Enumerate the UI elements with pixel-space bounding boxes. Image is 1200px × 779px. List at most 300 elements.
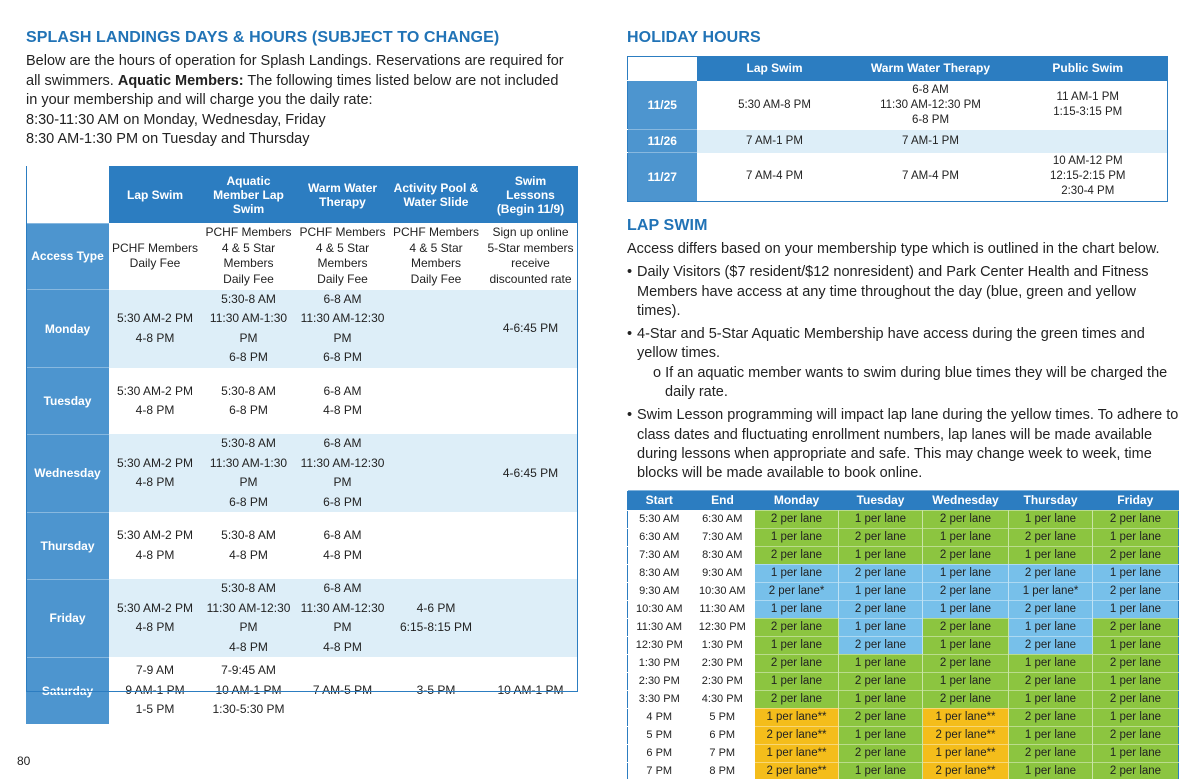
lane-time-start: 4 PM xyxy=(628,708,691,726)
lane-capacity-cell: 1 per lane xyxy=(755,636,839,654)
lane-capacity-cell: 2 per lane xyxy=(1093,618,1179,636)
intro-line-3: in your membership and will charge you the daily rate: xyxy=(26,92,373,108)
schedule-cell xyxy=(201,290,296,368)
lane-row xyxy=(628,600,1179,618)
lane-row xyxy=(628,762,1179,779)
lane-time-end: 12:30 PM xyxy=(691,618,755,636)
cell-line: 4-8 PM xyxy=(135,475,175,490)
lane-time-start: 11:30 AM xyxy=(628,618,691,636)
schedule-cell xyxy=(483,579,578,657)
lane-time-end: 11:30 AM xyxy=(691,600,755,618)
column-header: Lap Swim xyxy=(109,166,201,223)
lane-capacity-cell: 1 per lane xyxy=(1009,654,1093,672)
intro-text: all swimmers. xyxy=(26,72,118,89)
lane-column-header: Monday xyxy=(755,490,839,510)
schedule-cell xyxy=(109,290,201,368)
cell-line: 6-8 PM xyxy=(911,113,950,126)
cell-line: 4-8 PM xyxy=(323,403,362,418)
lane-capacity-cell: 1 per lane xyxy=(1093,744,1179,762)
splash-section xyxy=(26,28,578,717)
header-blank xyxy=(628,57,697,81)
lane-row xyxy=(628,690,1179,708)
lane-time-end: 8:30 AM xyxy=(691,546,755,564)
schedule-cell xyxy=(109,223,201,290)
lane-time-end: 5 PM xyxy=(691,708,755,726)
cell-line: 6-8 AM xyxy=(323,528,362,543)
intro-line-4: 8:30-11:30 AM on Monday, Wednesday, Friday xyxy=(26,111,326,128)
lane-capacity-cell: 2 per lane xyxy=(923,690,1009,708)
lane-time-start: 12:30 PM xyxy=(628,636,691,654)
schedule-cell xyxy=(389,368,483,435)
lane-capacity-cell: 1 per lane xyxy=(839,618,923,636)
holiday-row xyxy=(628,81,1168,130)
lane-row xyxy=(628,744,1179,762)
lane-time-end: 2:30 PM xyxy=(691,654,755,672)
lane-capacity-cell: 1 per lane xyxy=(923,636,1009,654)
cell-line: 6-8 AM xyxy=(912,83,949,96)
cell-line: Daily Fee xyxy=(129,256,181,271)
splash-heading: SPLASH LANDINGS DAYS & HOURS (SUBJECT TO CHANGE) xyxy=(26,29,500,46)
schedule-cell xyxy=(201,657,296,724)
cell-line: 7 AM-4 PM xyxy=(902,170,959,183)
cell-line: 1-5 PM xyxy=(135,702,175,717)
lap-swim-intro: Access differs based on your membership type which is outlined in the chart below. xyxy=(627,241,1160,257)
row-label: Wednesday xyxy=(26,434,109,512)
lane-time-start: 10:30 AM xyxy=(628,600,691,618)
lane-capacity-cell: 1 per lane xyxy=(1009,510,1093,528)
lane-capacity-cell: 2 per lane xyxy=(755,690,839,708)
cell-line: 4-8 PM xyxy=(135,547,175,562)
lane-column-header: Tuesday xyxy=(839,490,923,510)
cell-line: Members xyxy=(410,256,461,271)
lane-capacity-cell: 2 per lane xyxy=(1093,762,1179,779)
bullet-blue-times-note: o If an aquatic member wants to swim during blue times they will be charged the daily rate. xyxy=(653,364,1168,401)
lane-capacity-cell: 1 per lane xyxy=(1093,564,1179,582)
schedule-cell xyxy=(201,434,296,512)
cell-line: Sign up online xyxy=(492,225,569,240)
schedule-cell xyxy=(296,223,389,290)
lane-capacity-cell: 2 per lane xyxy=(839,744,923,762)
lane-capacity-cell: 1 per lane xyxy=(1093,708,1179,726)
schedule-cell xyxy=(201,368,296,435)
lane-capacity-cell: 2 per lane xyxy=(755,546,839,564)
lane-capacity-cell: 1 per lane xyxy=(1093,636,1179,654)
cell-line: 4-8 PM xyxy=(323,639,362,654)
cell-line: 10 AM-1 PM xyxy=(497,682,564,697)
lane-row xyxy=(628,546,1179,564)
schedule-cell xyxy=(109,512,201,579)
intro-text: The following times listed below are not included xyxy=(243,72,559,89)
lane-time-end: 4:30 PM xyxy=(691,690,755,708)
cell-line: 5:30 AM-2 PM xyxy=(116,600,194,615)
lap-lane-table xyxy=(627,490,1179,779)
lane-capacity-cell: 2 per lane xyxy=(1093,690,1179,708)
lane-capacity-cell: 1 per lane xyxy=(1009,618,1093,636)
lane-capacity-cell: 2 per lane xyxy=(1009,600,1093,618)
schedule-cell xyxy=(389,434,483,512)
cell-line: PCHF Members xyxy=(392,225,479,240)
lane-capacity-cell: 1 per lane xyxy=(1093,600,1179,618)
lane-column-header: Start xyxy=(628,490,691,510)
holiday-cell xyxy=(853,130,1009,153)
lane-capacity-cell: 1 per lane xyxy=(839,654,923,672)
holiday-hours-table xyxy=(627,56,1168,202)
schedule-row xyxy=(26,657,578,724)
holiday-column-header: Lap Swim xyxy=(697,57,853,81)
lane-capacity-cell: 2 per lane xyxy=(923,582,1009,600)
cell-line: 6-8 AM xyxy=(323,436,362,451)
bullet-swim-lessons: • Swim Lesson programming will impact lap lane during the yellow times. To adhere to class dates and fluctuating enrollment numbers, lap lanes will be made available during lessons when appropriate and safe. This may change week to week, time blocks will be made available to book online. xyxy=(627,406,1179,483)
lane-time-end: 6:30 AM xyxy=(691,510,755,528)
header-blank xyxy=(26,166,109,223)
lane-capacity-cell: 1 per lane** xyxy=(755,744,839,762)
lane-time-end: 2:30 PM xyxy=(691,672,755,690)
cell-line: 5:30-8 AM xyxy=(221,436,276,451)
cell-line: 11 AM-1 PM xyxy=(1056,91,1119,103)
lane-capacity-cell: 1 per lane xyxy=(1009,726,1093,744)
cell-line: 6-8 PM xyxy=(229,403,268,418)
cell-line: 11:30 AM-12:30 PM xyxy=(880,98,981,111)
lane-time-end: 7 PM xyxy=(691,744,755,762)
lane-time-end: 6 PM xyxy=(691,726,755,744)
cell-line: 4-8 PM xyxy=(135,330,175,345)
lane-time-end: 10:30 AM xyxy=(691,582,755,600)
lane-capacity-cell: 2 per lane xyxy=(923,510,1009,528)
column-header: Swim Lessons (Begin 11/9) xyxy=(483,166,578,223)
cell-line: 7-9:45 AM xyxy=(221,663,276,678)
lane-row xyxy=(628,672,1179,690)
lane-capacity-cell: 2 per lane xyxy=(839,528,923,546)
lane-row xyxy=(628,528,1179,546)
splash-schedule-table xyxy=(26,166,578,724)
page-number: 80 xyxy=(17,754,31,768)
lane-capacity-cell: 2 per lane xyxy=(923,654,1009,672)
lane-capacity-cell: 2 per lane xyxy=(1093,726,1179,744)
lane-capacity-cell: 1 per lane xyxy=(755,672,839,690)
cell-line: Members xyxy=(317,256,368,271)
schedule-cell xyxy=(109,657,201,724)
right-column xyxy=(627,28,1179,779)
schedule-cell xyxy=(483,223,578,290)
cell-line: 5:30-8 AM xyxy=(221,291,276,306)
lane-capacity-cell: 2 per lane xyxy=(1009,528,1093,546)
lane-time-start: 3:30 PM xyxy=(628,690,691,708)
cell-line: 4-6 PM xyxy=(416,600,456,615)
cell-line: receive xyxy=(511,256,550,271)
schedule-cell xyxy=(201,579,296,657)
schedule-cell xyxy=(109,579,201,657)
lane-capacity-cell: 2 per lane xyxy=(839,636,923,654)
schedule-cell xyxy=(483,368,578,435)
schedule-cell xyxy=(389,290,483,368)
row-label: Saturday xyxy=(26,657,109,724)
lane-capacity-cell: 1 per lane xyxy=(755,564,839,582)
lane-row xyxy=(628,618,1179,636)
holiday-cell xyxy=(1009,130,1168,153)
lane-time-start: 1:30 PM xyxy=(628,654,691,672)
cell-line: 1:15-3:15 PM xyxy=(1053,106,1123,118)
holiday-row xyxy=(628,153,1168,202)
holiday-cell xyxy=(697,153,853,202)
schedule-cell xyxy=(109,368,201,435)
cell-line: 6-8 PM xyxy=(323,494,362,509)
lane-time-start: 7:30 AM xyxy=(628,546,691,564)
lane-row xyxy=(628,636,1179,654)
lane-row xyxy=(628,564,1179,582)
cell-line: 7 AM-5 PM xyxy=(312,682,373,697)
splash-intro xyxy=(26,52,578,150)
cell-line: Daily Fee xyxy=(223,271,274,286)
cell-line: PCHF Members xyxy=(205,225,292,240)
cell-line: 2:30-4 PM xyxy=(1061,185,1115,198)
cell-line: 6-8 AM xyxy=(323,291,362,306)
schedule-row xyxy=(26,290,578,368)
cell-line: 10 AM-1 PM xyxy=(215,682,282,697)
cell-line: 10 AM-12 PM xyxy=(1052,155,1123,168)
holiday-cell xyxy=(697,81,853,130)
intro-line-1: Below are the hours of operation for Splash Landings. Reservations are required for xyxy=(26,53,564,69)
lane-capacity-cell: 1 per lane xyxy=(1093,672,1179,690)
cell-line: 5:30 AM-2 PM xyxy=(116,383,194,398)
cell-line: 12:15-2:15 PM xyxy=(1050,170,1126,183)
lane-capacity-cell: 2 per lane xyxy=(839,708,923,726)
lane-column-header: Thursday xyxy=(1009,490,1093,510)
lane-time-start: 6 PM xyxy=(628,744,691,762)
lane-capacity-cell: 2 per lane xyxy=(1009,672,1093,690)
lane-time-start: 8:30 AM xyxy=(628,564,691,582)
cell-line: 4-8 PM xyxy=(135,620,175,635)
lap-swim-bullets xyxy=(627,263,1179,483)
holiday-date: 11/25 xyxy=(628,81,697,130)
lane-time-end: 8 PM xyxy=(691,762,755,779)
cell-line: 5:30-8 AM xyxy=(221,383,276,398)
cell-line: 4-6:45 PM xyxy=(502,320,559,335)
column-header: Warm Water Therapy xyxy=(296,166,389,223)
schedule-cell xyxy=(483,290,578,368)
schedule-cell xyxy=(483,512,578,579)
column-header: Aquatic Member Lap Swim xyxy=(201,166,296,223)
lane-capacity-cell: 2 per lane xyxy=(923,618,1009,636)
lane-capacity-cell: 1 per lane xyxy=(923,672,1009,690)
cell-line: 1:30-5:30 PM xyxy=(212,702,285,717)
lane-time-start: 5 PM xyxy=(628,726,691,744)
cell-line: 4-8 PM xyxy=(323,547,362,562)
column-header: Activity Pool & Water Slide xyxy=(389,166,483,223)
lane-capacity-cell: 1 per lane xyxy=(839,510,923,528)
holiday-cell xyxy=(1009,153,1168,202)
cell-line: 4-8 PM xyxy=(229,639,268,654)
lane-capacity-cell: 1 per lane xyxy=(1009,762,1093,779)
lane-time-start: 2:30 PM xyxy=(628,672,691,690)
cell-line: 7 AM-4 PM xyxy=(746,170,803,183)
holiday-cell xyxy=(697,130,853,153)
cell-line: 6:15-8:15 PM xyxy=(399,620,473,635)
lane-capacity-cell: 1 per lane xyxy=(839,690,923,708)
lane-capacity-cell: 1 per lane xyxy=(923,564,1009,582)
cell-line: 6-8 PM xyxy=(323,350,362,365)
holiday-heading: HOLIDAY HOURS xyxy=(627,29,761,46)
schedule-cell xyxy=(389,512,483,579)
bullet-aquatic-members: • 4-Star and 5-Star Aquatic Membership have access during the green times and yellow times. xyxy=(627,325,1179,364)
cell-line: 11:30 AM-12:30 PM xyxy=(206,600,291,635)
row-label: Thursday xyxy=(26,512,109,579)
schedule-cell xyxy=(483,434,578,512)
bullet-daily-visitors: • Daily Visitors ($7 resident/$12 nonresident) and Park Center Health and Fitness Members have access at any time throughout the day (blue, green and yellow times). xyxy=(627,263,1179,321)
lane-capacity-cell: 2 per lane xyxy=(839,672,923,690)
lane-capacity-cell: 1 per lane xyxy=(839,582,923,600)
cell-line: 11:30 AM-12:30 PM xyxy=(300,311,385,345)
lane-capacity-cell: 2 per lane xyxy=(839,600,923,618)
cell-line: 11:30 AM-1:30 PM xyxy=(209,311,288,345)
holiday-cell xyxy=(853,153,1009,202)
cell-line: 7 AM-1 PM xyxy=(902,134,959,147)
row-label: Access Type xyxy=(26,223,109,290)
lane-capacity-cell: 2 per lane** xyxy=(755,726,839,744)
schedule-cell xyxy=(201,512,296,579)
cell-line: 11:30 AM-12:30 PM xyxy=(300,600,385,635)
holiday-cell xyxy=(853,81,1009,130)
lane-capacity-cell: 2 per lane xyxy=(755,618,839,636)
row-label: Tuesday xyxy=(26,368,109,435)
lane-capacity-cell: 1 per lane** xyxy=(923,744,1009,762)
lane-capacity-cell: 2 per lane xyxy=(923,546,1009,564)
holiday-cell xyxy=(1009,81,1168,130)
cell-line: 5-Star members xyxy=(487,240,574,255)
lane-capacity-cell: 2 per lane xyxy=(1093,582,1179,600)
cell-line: 6-8 AM xyxy=(323,383,362,398)
lane-capacity-cell: 2 per lane** xyxy=(755,762,839,779)
cell-line: PCHF Members xyxy=(111,240,198,255)
cell-line: 11:30 AM-12:30 PM xyxy=(300,455,385,490)
lane-time-end: 7:30 AM xyxy=(691,528,755,546)
lane-capacity-cell: 1 per lane xyxy=(923,528,1009,546)
schedule-row xyxy=(26,579,578,657)
lane-capacity-cell: 1 per lane* xyxy=(1009,582,1093,600)
cell-line: PCHF Members xyxy=(299,225,386,240)
lane-capacity-cell: 1 per lane xyxy=(755,600,839,618)
cell-line: 5:30 AM-2 PM xyxy=(116,528,194,543)
row-label: Friday xyxy=(26,579,109,657)
lane-time-end: 9:30 AM xyxy=(691,564,755,582)
cell-line: 4-8 PM xyxy=(229,547,268,562)
lane-time-end: 1:30 PM xyxy=(691,636,755,654)
cell-line: Members xyxy=(223,256,274,271)
lane-capacity-cell: 1 per lane xyxy=(1093,528,1179,546)
schedule-cell xyxy=(389,223,483,290)
lane-capacity-cell: 2 per lane xyxy=(1093,546,1179,564)
cell-line: 4-6:45 PM xyxy=(502,465,559,480)
lane-row xyxy=(628,510,1179,528)
cell-line: 4 & 5 Star xyxy=(221,240,276,255)
lane-capacity-cell: 1 per lane xyxy=(839,546,923,564)
lane-capacity-cell: 2 per lane xyxy=(1009,708,1093,726)
lane-capacity-cell: 1 per lane xyxy=(1009,690,1093,708)
schedule-row xyxy=(26,223,578,290)
cell-line: 5:30 AM-2 PM xyxy=(116,311,194,326)
lane-capacity-cell: 2 per lane xyxy=(1009,636,1093,654)
cell-line: Daily Fee xyxy=(317,271,368,286)
lane-capacity-cell: 1 per lane xyxy=(923,600,1009,618)
lane-capacity-cell: 2 per lane** xyxy=(923,726,1009,744)
cell-line: 9 AM-1 PM xyxy=(125,682,185,697)
lane-column-header: Wednesday xyxy=(923,490,1009,510)
lane-capacity-cell: 2 per lane xyxy=(1009,564,1093,582)
schedule-cell xyxy=(296,579,389,657)
lane-capacity-cell: 1 per lane xyxy=(755,528,839,546)
schedule-cell xyxy=(296,512,389,579)
lane-capacity-cell: 2 per lane xyxy=(1009,744,1093,762)
lane-column-header: End xyxy=(691,490,755,510)
holiday-column-header: Warm Water Therapy xyxy=(853,57,1009,81)
schedule-row xyxy=(26,512,578,579)
lane-time-start: 5:30 AM xyxy=(628,510,691,528)
cell-line: 5:30 AM-8 PM xyxy=(738,98,811,111)
lane-capacity-cell: 1 per lane xyxy=(839,762,923,779)
lane-capacity-cell: 2 per lane xyxy=(1093,654,1179,672)
schedule-cell xyxy=(109,434,201,512)
lane-capacity-cell: 2 per lane xyxy=(1093,510,1179,528)
cell-line: 4-8 PM xyxy=(135,403,175,418)
intro-line-2 xyxy=(26,72,578,92)
cell-line: 6-8 PM xyxy=(229,350,268,365)
schedule-cell xyxy=(483,657,578,724)
lane-capacity-cell: 1 per lane** xyxy=(923,708,1009,726)
intro-bold-label: Aquatic Members: xyxy=(117,72,244,89)
lane-capacity-cell: 2 per lane* xyxy=(755,582,839,600)
cell-line: 4 & 5 Star xyxy=(409,240,463,255)
lane-capacity-cell: 2 per lane xyxy=(755,654,839,672)
cell-line: discounted rate xyxy=(489,271,572,286)
lane-capacity-cell: 2 per lane** xyxy=(923,762,1009,779)
row-label: Monday xyxy=(26,290,109,368)
lane-capacity-cell: 1 per lane** xyxy=(755,708,839,726)
lane-capacity-cell: 2 per lane xyxy=(839,564,923,582)
lane-capacity-cell: 1 per lane xyxy=(1009,546,1093,564)
schedule-cell xyxy=(389,657,483,724)
schedule-cell xyxy=(296,657,389,724)
cell-line: 5:30-8 AM xyxy=(221,528,276,543)
lane-row xyxy=(628,726,1179,744)
lane-row xyxy=(628,654,1179,672)
holiday-date: 11/26 xyxy=(628,130,697,153)
cell-line: 5:30-8 AM xyxy=(221,581,276,596)
cell-line: 11:30 AM-1:30 PM xyxy=(209,455,288,490)
lane-row xyxy=(628,582,1179,600)
schedule-cell xyxy=(296,290,389,368)
lane-row xyxy=(628,708,1179,726)
lane-time-start: 9:30 AM xyxy=(628,582,691,600)
cell-line: 3-5 PM xyxy=(416,682,456,697)
schedule-cell xyxy=(296,434,389,512)
lane-column-header: Friday xyxy=(1093,490,1179,510)
schedule-row xyxy=(26,368,578,435)
cell-line: 4 & 5 Star xyxy=(315,240,370,255)
holiday-date: 11/27 xyxy=(628,153,697,202)
holiday-row xyxy=(628,130,1168,153)
lap-swim-heading: LAP SWIM xyxy=(627,217,708,234)
schedule-cell xyxy=(389,579,483,657)
schedule-cell xyxy=(296,368,389,435)
cell-line: 5:30 AM-2 PM xyxy=(116,455,194,470)
lane-time-start: 7 PM xyxy=(628,762,691,779)
lane-capacity-cell: 2 per lane xyxy=(755,510,839,528)
lane-time-start: 6:30 AM xyxy=(628,528,691,546)
cell-line: 6-8 PM xyxy=(229,494,268,509)
lane-capacity-cell: 1 per lane xyxy=(839,726,923,744)
cell-line: 7-9 AM xyxy=(135,663,174,678)
cell-line: 6-8 AM xyxy=(323,581,362,596)
cell-line: Daily Fee xyxy=(410,271,462,286)
